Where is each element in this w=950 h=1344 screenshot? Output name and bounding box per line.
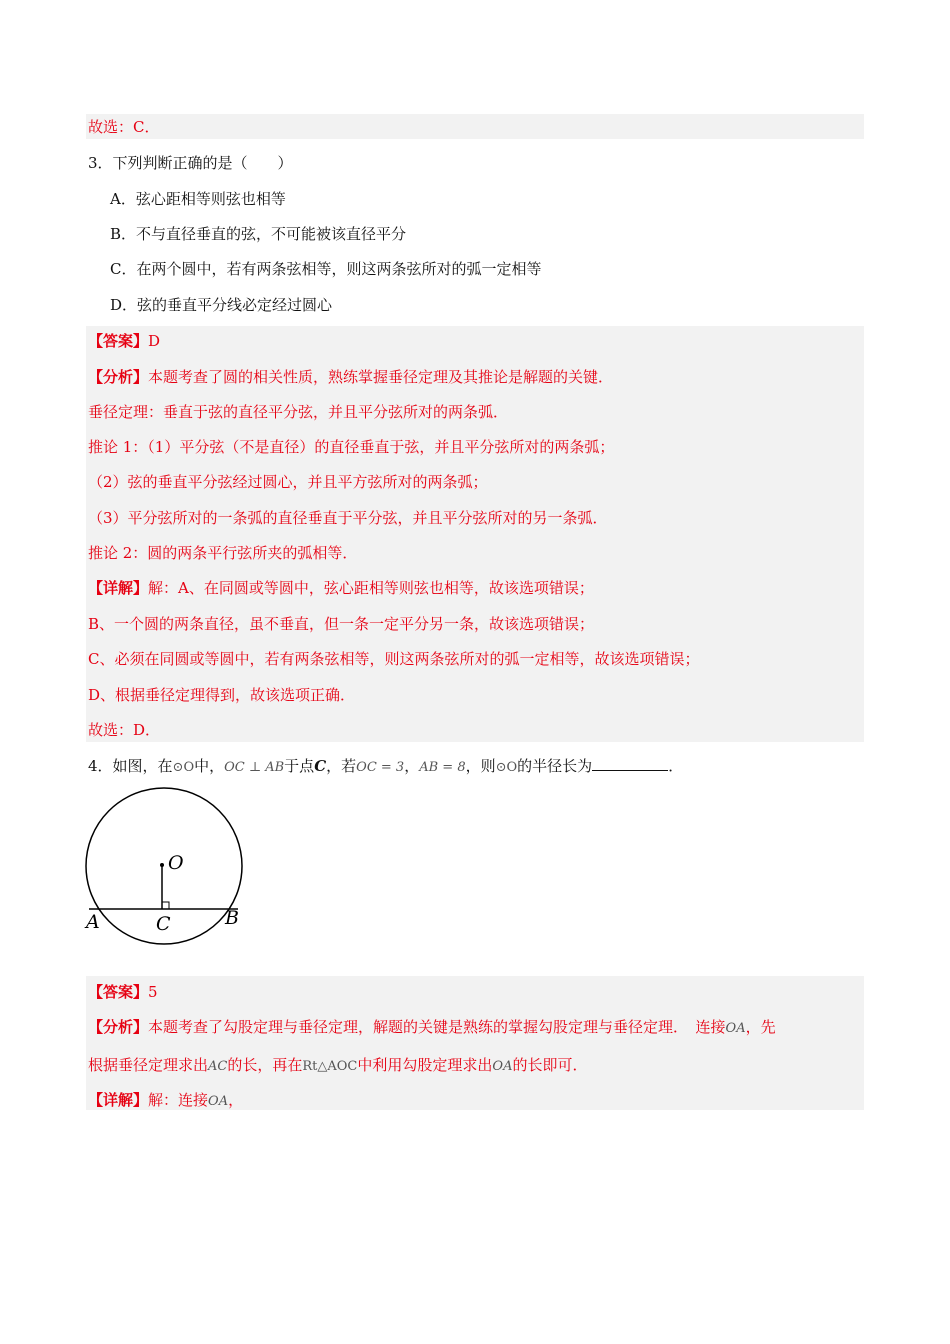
analysis-text: 的长即可．: [512, 1056, 588, 1074]
label-c: C: [156, 913, 171, 935]
right-angle-mark: [162, 902, 169, 909]
q4-stem: [88, 756, 683, 778]
analysis-text: ，先: [745, 1018, 776, 1036]
detail-tag: 【详解】: [88, 579, 149, 597]
q3-option-b: B．不与直径垂直的弦，不可能被该直径平分: [110, 225, 407, 243]
q4-text: 于点: [284, 757, 315, 775]
answer-value: 5: [148, 983, 158, 1001]
analysis-tag: 【分析】: [88, 368, 149, 386]
q4-analysis-cont: [88, 1055, 587, 1077]
q4-text: ，若: [326, 757, 357, 775]
math-oa: OA: [492, 1059, 513, 1074]
answer-block-q3: [86, 326, 864, 742]
math-ab: AB = 8: [419, 760, 466, 775]
math-circle-o: ⊙O: [172, 760, 195, 775]
q3-option-c: C．在两个圆中，若有两条弦相等，则这两条弦所对的弧一定相等: [110, 260, 542, 278]
q4-text: ，则: [465, 757, 496, 775]
q3-theorem: 垂径定理：垂直于弦的直径平分弦，并且平分弦所对的两条弧．: [88, 403, 509, 421]
q4-detail: [88, 1090, 243, 1112]
analysis-text: 的长，再在: [227, 1056, 303, 1074]
analysis-text: 根据垂径定理求出: [88, 1056, 209, 1074]
q4-text: 4．如图，在: [88, 757, 173, 775]
q3-analysis: [88, 367, 613, 387]
math-perpendicular: OC ⊥ AB: [224, 760, 285, 775]
answer-tag: 【答案】: [88, 332, 149, 350]
math-rt-triangle: Rt△AOC: [302, 1059, 358, 1074]
detail-text: 解：连接: [148, 1091, 209, 1109]
analysis-text: 本题考查了圆的相关性质，熟练掌握垂径定理及其推论是解题的关键．: [148, 368, 614, 386]
label-a: A: [86, 911, 100, 933]
q3-detail-c: C、必须在同圆或等圆中，若有两条弦相等，则这两条弦所对的弧一定相等，故该选项错误；: [88, 650, 700, 668]
q4-answer: [88, 982, 158, 1002]
q3-detail-b: B、一个圆的两条直径，虽不垂直，但一条一定平分另一条，故该选项错误；: [88, 615, 595, 633]
answer-block-q2: [86, 114, 864, 139]
q2-conclusion: 故选：C．: [88, 118, 160, 136]
q3-option-a: A．弦心距相等则弦也相等: [110, 190, 286, 208]
q3-detail-d: D、根据垂径定理得到，故该选项正确．: [88, 686, 356, 704]
q4-text: 的半径长为: [517, 757, 593, 775]
q3-conclusion: 故选：D．: [88, 721, 161, 739]
q3-corollary1: 推论 1：（1）平分弦（不是直径）的直径垂直于弦，并且平分弦所对的两条弧；: [88, 438, 615, 456]
analysis-text: 中利用勾股定理求出: [357, 1056, 493, 1074]
answer-blank[interactable]: [592, 756, 668, 771]
q3-answer: [88, 331, 160, 351]
center-point: [160, 863, 164, 867]
math-oc: OC = 3: [356, 760, 405, 775]
analysis-tag: 【分析】: [88, 1018, 149, 1036]
math-oa: OA: [725, 1021, 746, 1036]
q4-analysis: [88, 1017, 776, 1039]
q4-text: ，: [404, 757, 420, 775]
answer-value: D: [148, 332, 161, 350]
math-oa: OA: [208, 1094, 229, 1109]
label-o: O: [168, 852, 184, 874]
q3-corollary1-3: （3）平分弦所对的一条弧的直径垂直于平分弦，并且平分弦所对的另一条弧．: [88, 509, 608, 527]
q3-option-d: D．弦的垂直平分线必定经过圆心: [110, 296, 333, 314]
circle-figure: [80, 784, 250, 954]
point-c: C: [314, 757, 327, 775]
detail-tag: 【详解】: [88, 1091, 149, 1109]
math-circle-o: ⊙O: [495, 760, 518, 775]
q3-corollary2: 推论 2：圆的两条平行弦所夹的弧相等．: [88, 544, 358, 562]
q3-corollary1-2: （2）弦的垂直平分弦经过圆心，并且平方弦所对的两条弧；: [88, 473, 488, 491]
q3-detail: [88, 578, 594, 598]
q4-text: ．: [668, 757, 684, 775]
label-b: B: [225, 907, 239, 929]
detail-a: 解：A、在同圆或等圆中，弦心距相等则弦也相等，故该选项错误；: [148, 579, 594, 597]
analysis-text: 本题考查了勾股定理与垂径定理，解题的关键是熟练的掌握勾股定理与垂径定理． 连接: [148, 1018, 726, 1036]
math-ac: AC: [208, 1059, 228, 1074]
q4-text: 中，: [194, 757, 225, 775]
answer-tag: 【答案】: [88, 983, 149, 1001]
detail-text: ，: [228, 1091, 244, 1109]
q3-stem: 3．下列判断正确的是（ ）: [88, 154, 293, 172]
